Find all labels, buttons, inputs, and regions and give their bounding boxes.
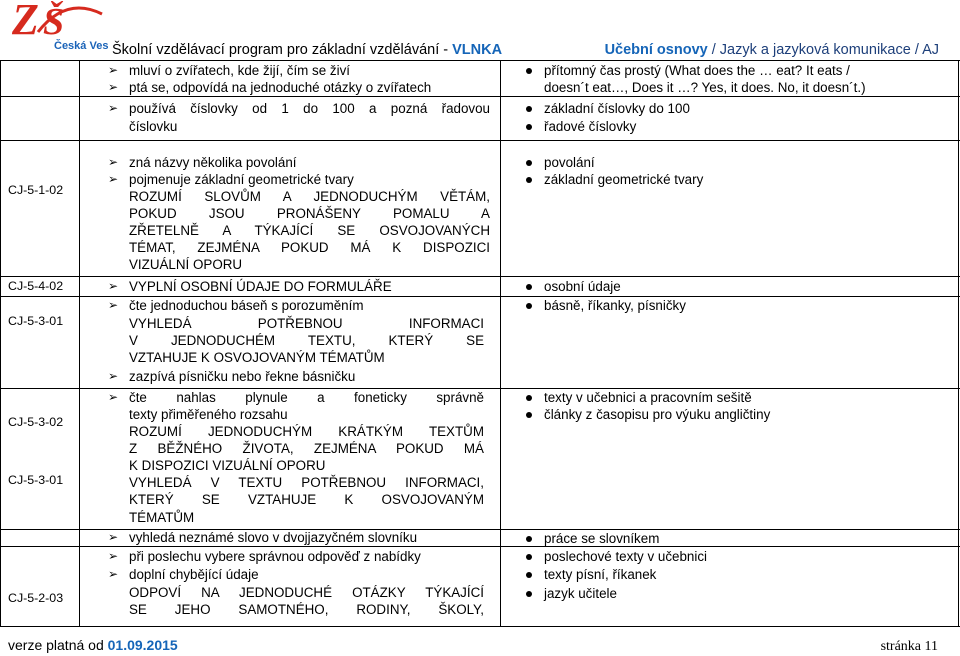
header-section: Učební osnovy: [604, 42, 708, 58]
output-text-line: TÉMAT, ZEJMÉNA POKUD MÁ K DISPOZICI: [129, 240, 490, 255]
output-text-line: POKUD JSOU PRONÁŠENY POMALU A: [129, 206, 490, 221]
row-divider: [0, 96, 960, 97]
content-item: základní geometrické tvary: [544, 171, 703, 188]
output-text-line: V JEDNODUCHÉM TEXTU, KTERÝ SE: [129, 333, 484, 348]
output-item: ➢ mluví o zvířatech, kde žijí, čím se živí: [108, 63, 351, 78]
output-item-continuation: číslovku: [129, 119, 178, 134]
arrow-bullet-icon: ➢: [108, 549, 119, 563]
output-text-line: ROZUMÍ JEDNODUCHÝM KRÁTKÝM TEXTŮM: [129, 424, 484, 439]
row-divider: [0, 140, 960, 141]
output-text-line: ROZUMÍ SLOVŮM A JEDNODUCHÝM VĚTÁM,: [129, 189, 490, 204]
arrow-bullet-icon: ➢: [108, 390, 119, 404]
bullet-dot-icon: [526, 177, 532, 183]
page-number: stránka 11: [880, 639, 938, 654]
content-item: články z časopisu pro výuku angličtiny: [544, 406, 770, 423]
content-item-continuation: doesn´t eat…, Does it …? Yes, it does. No, it doesn´t.): [544, 80, 866, 95]
output-text-line: ZŘETELNĚ A TÝKAJÍCÍ SE OSVOJOVANÝCH: [129, 223, 490, 238]
output-text-line: VYHLEDÁ POTŘEBNOU INFORMACI: [129, 316, 484, 331]
logo-subtitle: Česká Ves: [54, 40, 109, 52]
content-item: texty v učebnici a pracovním sešitě: [544, 389, 752, 406]
table-border-top: [0, 60, 960, 61]
content-item: povolání: [544, 154, 595, 171]
output-item: ➢ vyhledá neznámé slovo v dvojjazyčném slovníku: [108, 530, 418, 545]
bullet-dot-icon: [526, 554, 532, 560]
arrow-bullet-icon: ➢: [108, 155, 119, 169]
content-item: práce se slovníkem: [544, 530, 659, 547]
competency-code: CJ-5-1-02: [8, 183, 64, 197]
bullet-dot-icon: [526, 412, 532, 418]
footer-version-date: 01.09.2015: [107, 637, 178, 653]
output-text-line: KTERÝ SE VZTAHUJE K OSVOJOVANÝM: [129, 492, 484, 507]
column-divider: [500, 60, 501, 626]
header-program: Školní vzdělávací program pro základní vzdělávání -: [112, 42, 453, 58]
output-text-line: K DISPOZICI VIZUÁLNÍ OPORU: [129, 458, 326, 473]
bullet-dot-icon: [526, 68, 532, 74]
output-text-line: SE JEHO SAMOTNÉHO, RODINY, ŠKOLY,: [129, 602, 484, 617]
arrow-bullet-icon: ➢: [108, 530, 119, 544]
content-item: základní číslovky do 100: [544, 100, 690, 117]
arrow-bullet-icon: ➢: [108, 63, 119, 77]
bullet-dot-icon: [526, 303, 532, 309]
content-item: básně, říkanky, písničky: [544, 297, 686, 314]
table-border-right: [958, 60, 959, 626]
bullet-dot-icon: [526, 395, 532, 401]
output-item: ➢ zazpívá písničku nebo řekne básničku: [108, 369, 356, 384]
column-divider: [79, 60, 80, 626]
output-item: ➢ při poslechu vybere správnou odpověď z nabídky: [108, 549, 421, 564]
content-item: přítomný čas prostý (What does the … eat? It eats /: [544, 62, 850, 79]
header-left: [112, 42, 502, 59]
bullet-dot-icon: [526, 536, 532, 542]
output-item: ➢ pojmenuje základní geometrické tvary: [108, 172, 354, 187]
arrow-bullet-icon: ➢: [108, 279, 119, 293]
school-logo: [10, 2, 110, 58]
output-item: ➢ používá číslovky od 1 do 100 a pozná řadovou: [108, 101, 490, 116]
competency-code: CJ-5-3-02: [8, 415, 64, 429]
content-item: poslechové texty v učebnici: [544, 548, 707, 565]
content-item: texty písní, říkanek: [544, 566, 656, 583]
arrow-bullet-icon: ➢: [108, 172, 119, 186]
competency-code: CJ-5-3-01: [8, 473, 64, 487]
arrow-bullet-icon: ➢: [108, 298, 119, 312]
content-item: osobní údaje: [544, 278, 621, 295]
bullet-dot-icon: [526, 284, 532, 290]
output-text-line: Z BĚŽNÉHO ŽIVOTA, ZEJMÉNA POKUD MÁ: [129, 441, 484, 456]
output-text-line: VZTAHUJE K OSVOJOVANÝM TÉMATŮM: [129, 350, 385, 365]
output-item: ➢ zná názvy několika povolání: [108, 155, 297, 170]
row-divider: [0, 546, 960, 547]
arrow-bullet-icon: ➢: [108, 567, 119, 581]
bullet-dot-icon: [526, 160, 532, 166]
output-text-line: VYHLEDÁ V TEXTU POTŘEBNOU INFORMACI,: [129, 475, 484, 490]
header-subject: / Jazyk a jazyková komunikace / AJ: [707, 42, 939, 58]
output-text-line: VIZUÁLNÍ OPORU: [129, 257, 243, 272]
output-item: ➢ VYPLNÍ OSOBNÍ ÚDAJE DO FORMULÁŘE: [108, 279, 392, 294]
content-item: jazyk učitele: [544, 585, 617, 602]
bullet-dot-icon: [526, 591, 532, 597]
logo-letter-z: Z: [12, 0, 39, 44]
competency-code: CJ-5-2-03: [8, 591, 64, 605]
logo-letter-s: Š: [43, 1, 65, 43]
output-item: ➢ doplní chybějící údaje: [108, 567, 259, 582]
footer-version: verze platná od 01.09.2015: [8, 637, 178, 653]
bullet-dot-icon: [526, 124, 532, 130]
output-text-line: texty přiměřeného rozsahu: [129, 407, 288, 422]
output-item: ➢ ptá se, odpovídá na jednoduché otázky o zvířatech: [108, 80, 432, 95]
arrow-bullet-icon: ➢: [108, 369, 119, 383]
table-border-left: [0, 60, 1, 626]
content-item: řadové číslovky: [544, 118, 636, 135]
output-text-line: TÉMATŮM: [129, 510, 195, 525]
table-border-bottom: [0, 626, 960, 627]
competency-code: CJ-5-4-02: [8, 279, 64, 293]
header-program-name: VLNKA: [452, 42, 503, 58]
header-right: [605, 42, 939, 59]
bullet-dot-icon: [526, 572, 532, 578]
row-divider: [0, 276, 960, 277]
arrow-bullet-icon: ➢: [108, 80, 119, 94]
competency-code: CJ-5-3-01: [8, 314, 64, 328]
output-text-line: ODPOVÍ NA JEDNODUCHÉ OTÁZKY TÝKAJÍCÍ: [129, 585, 484, 600]
output-item: ➢ čte nahlas plynule a foneticky správně: [108, 390, 484, 405]
arrow-bullet-icon: ➢: [108, 101, 119, 115]
output-item: ➢ čte jednoduchou báseň s porozuměním: [108, 298, 364, 313]
bullet-dot-icon: [526, 106, 532, 112]
